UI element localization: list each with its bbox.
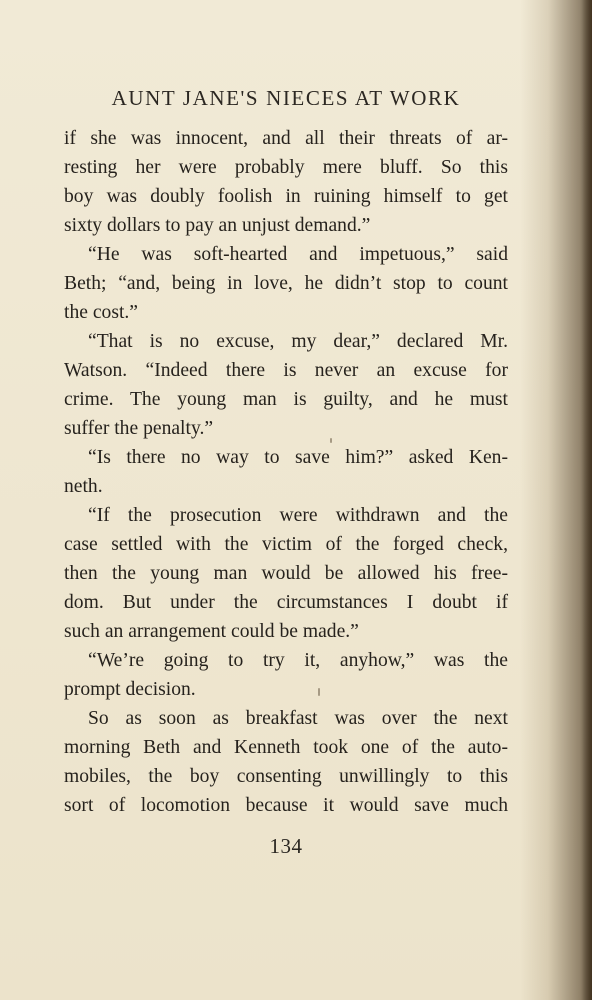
- text-line: “He was soft-hearted and impetuous,” said: [88, 244, 508, 265]
- text-line: crime. The young man is guilty, and he must: [64, 389, 508, 410]
- text-line: sort of locomotion because it would save much: [64, 795, 508, 816]
- text-line: “That is no excuse, my dear,” declared Mr.: [88, 331, 508, 352]
- text-line: morning Beth and Kenneth took one of the auto-: [64, 737, 508, 758]
- running-head: AUNT JANE'S NIECES AT WORK: [111, 86, 461, 110]
- text-line: sixty dollars to pay an unjust demand.”: [64, 215, 371, 236]
- page-number: 134: [269, 834, 303, 858]
- text-line: suffer the penalty.”: [64, 418, 214, 439]
- text-line: neth.: [64, 476, 103, 497]
- text-line: prompt decision.: [64, 679, 196, 700]
- text-line: then the young man would be allowed his free-: [64, 563, 508, 584]
- paper-speck: [330, 438, 332, 443]
- text-line: boy was doubly foolish in ruining himself to get: [64, 186, 508, 207]
- text-line: such an arrangement could be made.”: [64, 621, 359, 642]
- text-line: if she was innocent, and all their threats of ar-: [64, 128, 508, 149]
- text-line: “If the prosecution were withdrawn and the: [88, 505, 508, 526]
- text-line: resting her were probably mere bluff. So this: [64, 157, 508, 178]
- body-text: [64, 124, 508, 820]
- text-line: Watson. “Indeed there is never an excuse for: [64, 360, 508, 381]
- text-line: mobiles, the boy consenting unwillingly to this: [64, 766, 508, 787]
- text-line: “We’re going to try it, anyhow,” was the: [88, 650, 508, 671]
- text-line: So as soon as breakfast was over the next: [88, 708, 508, 729]
- page-edge-shadow: [582, 0, 592, 1000]
- text-line: dom. But under the circumstances I doubt if: [64, 592, 508, 613]
- text-line: case settled with the victim of the forged check,: [64, 534, 508, 555]
- paper-speck: [318, 688, 320, 696]
- text-line: Beth; “and, being in love, he didn’t stop to count: [64, 273, 508, 294]
- text-line: “Is there no way to save him?” asked Ken-: [88, 447, 508, 468]
- text-line: the cost.”: [64, 302, 138, 323]
